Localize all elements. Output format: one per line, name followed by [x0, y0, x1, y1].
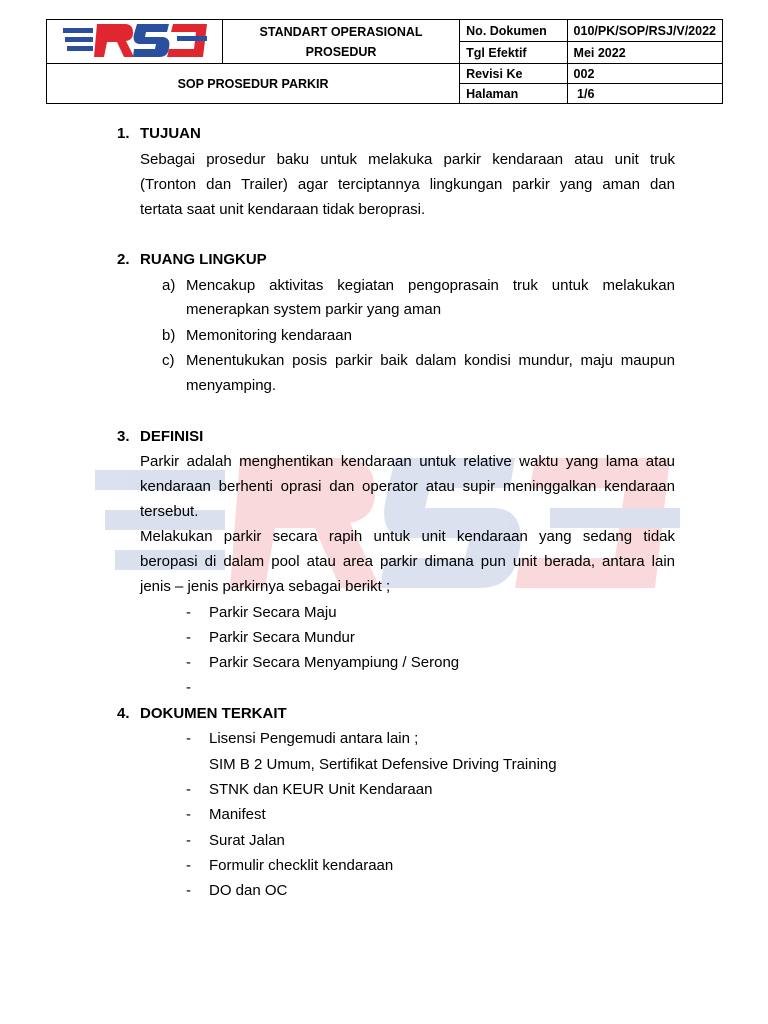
- bullet-marker: -: [186, 730, 191, 747]
- list-marker: c): [162, 352, 175, 369]
- company-logo: [59, 20, 209, 60]
- bullet-marker: -: [186, 629, 191, 646]
- list-item-line: Menentukukan posis parkir baik dalam kondisi mundur, maju maupun: [186, 352, 675, 369]
- bullet-marker: -: [186, 654, 191, 671]
- bullet-marker: -: [186, 832, 191, 849]
- bullet-item: DO dan OC: [209, 882, 288, 899]
- meta-label: Revisi Ke: [460, 64, 567, 84]
- list-item-line: Memonitoring kendaraan: [186, 327, 352, 344]
- bullet-item: Parkir Secara Menyampiung / Serong: [209, 654, 460, 671]
- section-number: 2.: [117, 251, 130, 268]
- section-number: 1.: [117, 125, 130, 142]
- bullet-item: Surat Jalan: [209, 832, 285, 849]
- doc-title-line2: PROSEDUR: [305, 44, 377, 59]
- paragraph-line: tertata saat unit kendaraan tidak beroprasi.: [140, 201, 426, 218]
- list-marker: b): [162, 327, 176, 344]
- meta-value: 1/6: [567, 84, 722, 104]
- list-item-line: menerapkan system parkir yang aman: [186, 301, 442, 318]
- section-number: 3.: [117, 428, 130, 445]
- title-cell: [222, 20, 459, 64]
- list-item-line: menyamping.: [186, 377, 277, 394]
- paragraph-line: kendaraan berhenti oprasi dan operator atau supir meninggalkan kendaraan: [140, 478, 675, 495]
- paragraph-line: Melakukan parkir secara rapih untuk unit kendaraan yang sedang tidak: [140, 528, 675, 545]
- document-header-table: [46, 19, 723, 104]
- bullet-item: Parkir Secara Maju: [209, 604, 337, 621]
- bullet-marker: -: [186, 604, 191, 621]
- paragraph-line: beropasi di dalam pool atau area parkir dimana pun unit berada, antara lain: [140, 553, 675, 570]
- list-item-line: Mencakup aktivitas kegiatan pengoprasain truk untuk melakukan: [186, 277, 675, 294]
- paragraph-line: Parkir adalah menghentikan kendaraan untuk relative waktu yang lama atau: [140, 453, 675, 470]
- paragraph-line: jenis – jenis parkirnya sebagai berikt ;: [140, 578, 391, 595]
- meta-label: Tgl Efektif: [460, 42, 567, 64]
- subtitle-cell: SOP PROSEDUR PARKIR: [47, 64, 460, 104]
- meta-value: 002: [567, 64, 722, 84]
- bullet-item: STNK dan KEUR Unit Kendaraan: [209, 781, 433, 798]
- bullet-item: Parkir Secara Mundur: [209, 629, 355, 646]
- bullet-marker: -: [186, 857, 191, 874]
- meta-value: 010/PK/SOP/RSJ/V/2022: [567, 20, 722, 42]
- bullet-marker: -: [186, 806, 191, 823]
- section-number: 4.: [117, 705, 130, 722]
- bullet-item: Formulir checklit kendaraan: [209, 857, 394, 874]
- meta-label: Halaman: [460, 84, 567, 104]
- section-title: RUANG LINGKUP: [140, 251, 267, 268]
- paragraph-line: (Tronton dan Trailer) agar terciptannya lingkungan parkir yang aman dan: [140, 176, 675, 193]
- bullet-sub-line: SIM B 2 Umum, Sertifikat Defensive Driving Training: [209, 756, 557, 773]
- section-title: TUJUAN: [140, 125, 201, 142]
- list-marker: a): [162, 277, 176, 294]
- doc-title-line1: STANDART OPERASIONAL: [259, 24, 423, 39]
- meta-value: Mei 2022: [567, 42, 722, 64]
- bullet-marker: -: [186, 679, 191, 696]
- paragraph-line: tersebut.: [140, 503, 199, 520]
- bullet-marker: -: [186, 781, 191, 798]
- paragraph-line: Sebagai prosedur baku untuk melakuka parkir kendaraan atau unit truk: [140, 151, 675, 168]
- bullet-marker: -: [186, 882, 191, 899]
- logo-cell: [47, 20, 223, 64]
- bullet-item: Lisensi Pengemudi antara lain ;: [209, 730, 419, 747]
- meta-label: No. Dokumen: [460, 20, 567, 42]
- section-title: DEFINISI: [140, 428, 204, 445]
- section-title: DOKUMEN TERKAIT: [140, 705, 287, 722]
- bullet-item: Manifest: [209, 806, 266, 823]
